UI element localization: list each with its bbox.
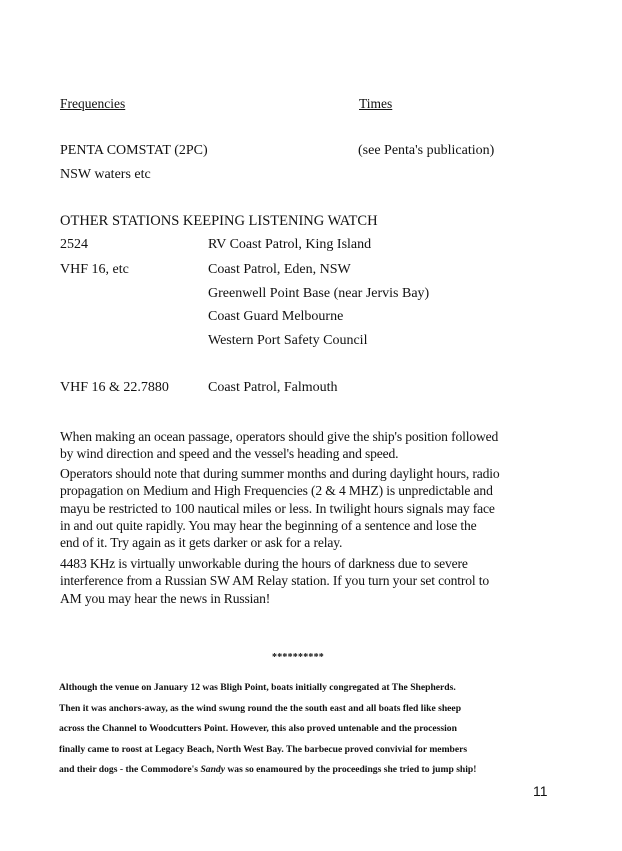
paragraph-line: mayu be restricted to 100 nautical miles or less. In twilight hours signals may face xyxy=(60,500,495,516)
station-name: Greenwell Point Base (near Jervis Bay) xyxy=(208,286,430,301)
ocean-passage-paragraph xyxy=(60,428,548,463)
paragraph-line: interference from a Russian SW AM Relay station. If you turn your set control to xyxy=(60,573,490,589)
boat-name: Sandy xyxy=(200,764,225,775)
station-name: Coast Patrol, Eden, NSW xyxy=(208,262,351,277)
news-line: across the Channel to Woodcutters Point. However, this also proved untenable and the procession xyxy=(59,723,457,734)
frequencies-header: Frequencies xyxy=(60,96,126,111)
news-line-end: was so enamoured by the proceedings she tried to jump ship! xyxy=(224,764,477,775)
news-line-last xyxy=(59,760,559,781)
interference-paragraph xyxy=(60,555,548,607)
station-name: Coast Patrol, Falmouth xyxy=(208,380,338,395)
propagation-paragraph xyxy=(60,465,548,551)
star-separator: ********** xyxy=(272,652,324,663)
paragraph-line: 4483 KHz is virtually unworkable during the hours of darkness due to severe xyxy=(60,556,468,571)
paragraph-line: When making an ocean passage, operators should give the ship's position followed xyxy=(60,429,499,444)
paragraph-line: by wind direction and speed and the vessel's heading and speed. xyxy=(60,446,399,462)
station-name: Western Port Safety Council xyxy=(208,333,368,348)
penta-note: (see Penta's publication) xyxy=(358,143,495,158)
paragraph-line: propagation on Medium and High Frequencies (2 & 4 MHZ) is unpredictable and xyxy=(60,483,493,499)
station-freq: 2524 xyxy=(60,237,88,252)
paragraph-line: Operators should note that during summer months and during daylight hours, radio xyxy=(60,466,500,481)
news-line-start: and their dogs - the Commodore's xyxy=(59,764,201,775)
station-freq: VHF 16, etc xyxy=(60,262,129,277)
paragraph-line: in and out quite rapidly. You may hear the beginning of a sentence and lose the xyxy=(60,517,477,533)
station-name: Coast Guard Melbourne xyxy=(208,309,344,324)
paragraph-line: AM you may hear the news in Russian! xyxy=(60,590,271,606)
news-line: finally came to roost at Legacy Beach, North West Bay. The barbecue proved convivial for members xyxy=(59,743,468,755)
times-header: Times xyxy=(359,96,393,111)
news-line: Although the venue on January 12 was Bligh Point, boats initially congregated at The Shepherds. xyxy=(59,682,456,693)
penta-name: PENTA COMSTAT (2PC) xyxy=(60,143,208,158)
club-news-paragraph xyxy=(59,678,559,781)
station-freq: VHF 16 & 22.7880 xyxy=(60,380,169,395)
page-number: 11 xyxy=(533,783,548,799)
paragraph-line: end of it. Try again as it gets darker or ask for a relay. xyxy=(60,535,343,551)
station-name: RV Coast Patrol, King Island xyxy=(208,237,372,252)
news-line: Then it was anchors-away, as the wind swung round the the south east and all boats fled like sheep xyxy=(59,702,462,714)
other-stations-heading: OTHER STATIONS KEEPING LISTENING WATCH xyxy=(60,213,378,229)
penta-waters: NSW waters etc xyxy=(60,167,151,182)
